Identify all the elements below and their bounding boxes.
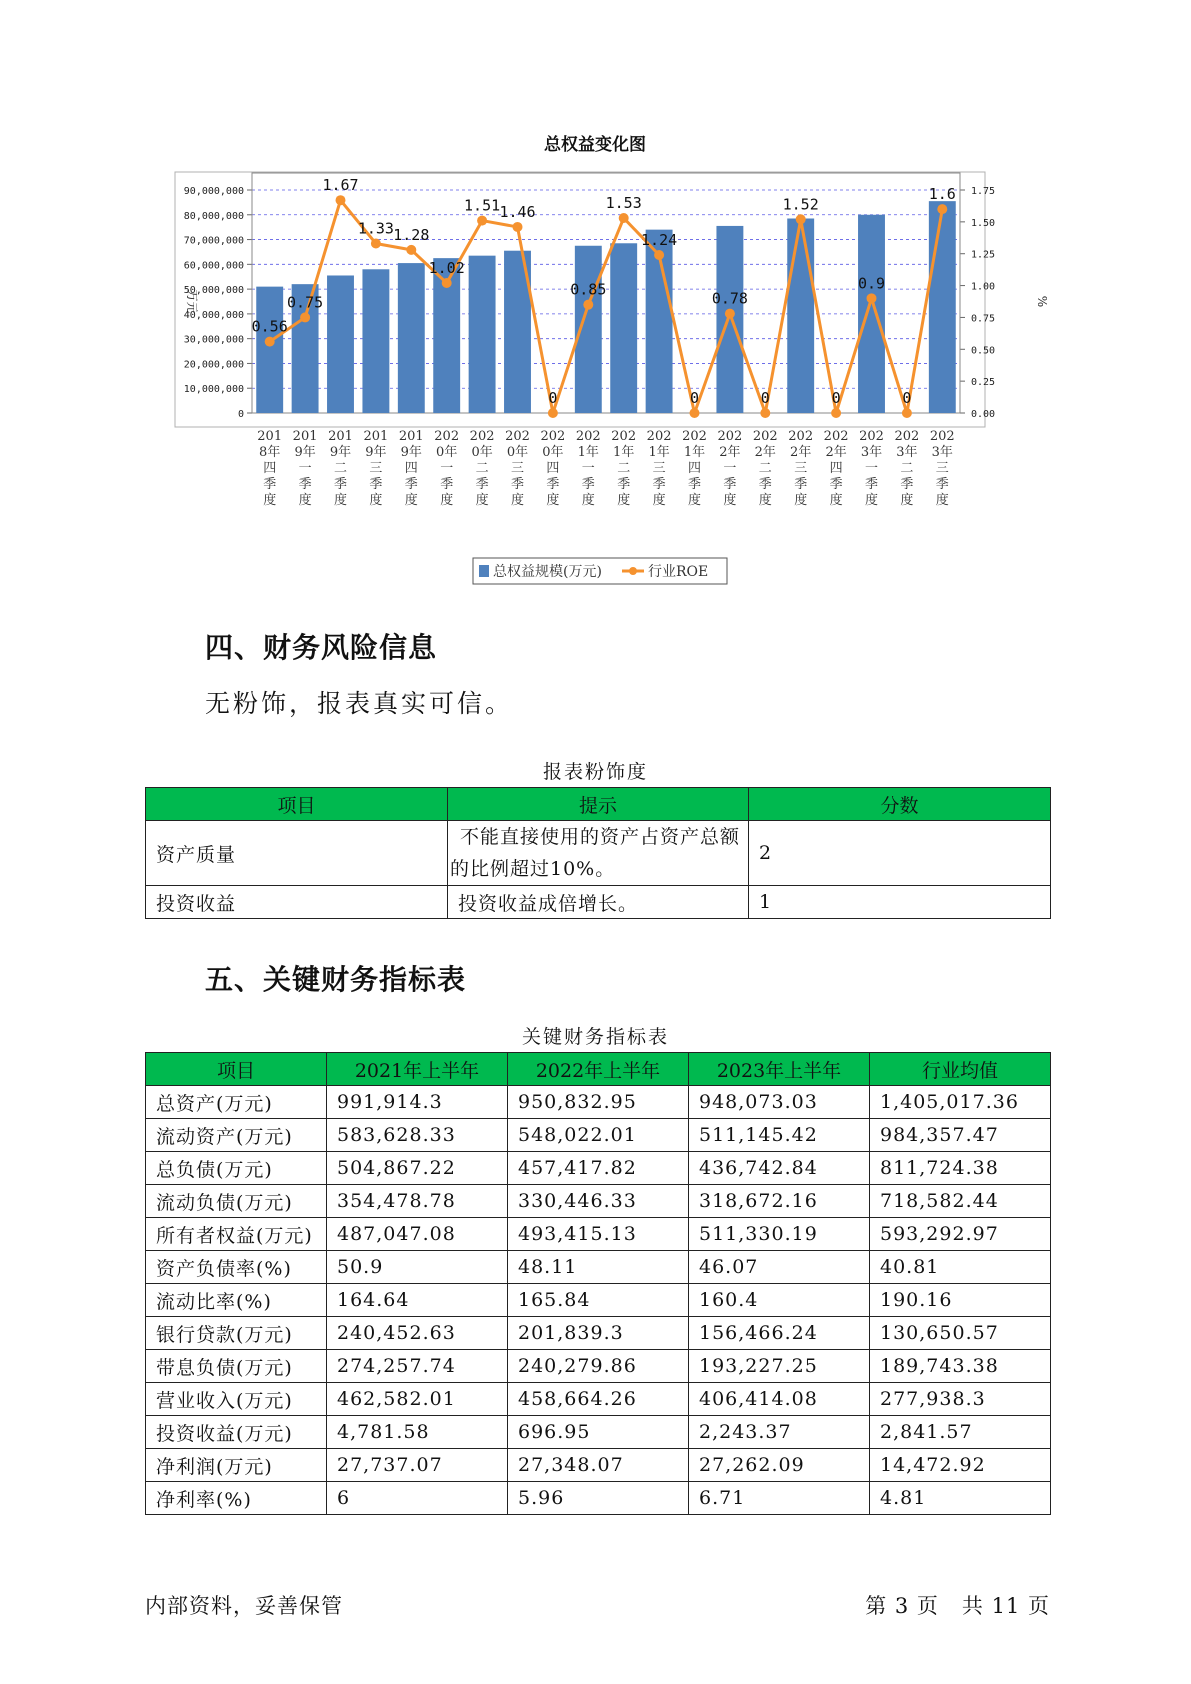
x-category-label: 201: [292, 429, 318, 444]
roe-data-label: 0.9: [857, 274, 886, 293]
header-cell: 项目: [146, 788, 448, 821]
table-row: [146, 1185, 1051, 1218]
table-cell: 318,672.16: [689, 1185, 870, 1218]
table-row: [146, 1152, 1051, 1185]
table-cell: 240,279.86: [508, 1350, 689, 1383]
y-left-tick-label: 80,000,000: [183, 210, 244, 222]
table-cell: 583,628.33: [327, 1119, 508, 1152]
table-cell: 274,257.74: [327, 1350, 508, 1383]
chart-title: 总权益变化图: [544, 135, 646, 155]
roe-data-label: 0.78: [711, 289, 748, 308]
x-category-label: 度: [758, 493, 772, 508]
x-category-label: 一: [581, 461, 595, 476]
table-cell: 流动负债(万元): [146, 1185, 327, 1218]
x-category-label: 度: [723, 493, 737, 508]
y-left-tick-label: 90,000,000: [183, 186, 244, 197]
table-cell: 银行贷款(万元): [146, 1317, 327, 1350]
roe-point: [477, 216, 487, 226]
table-row: [146, 1218, 1051, 1251]
roe-data-label: 1.28: [393, 225, 430, 244]
table-cell: 193,227.25: [689, 1350, 870, 1383]
table-cell: 718,582.44: [870, 1185, 1051, 1218]
table-cell: 354,478.78: [327, 1185, 508, 1218]
table-cell: 487,047.08: [327, 1218, 508, 1251]
y-left-tick-label: 40,000,000: [183, 309, 244, 321]
table-cell: 950,832.95: [508, 1086, 689, 1119]
header-cell: 2022年上半年: [508, 1053, 689, 1086]
bar: [858, 215, 885, 413]
x-category-label: 8年: [259, 445, 281, 460]
x-category-label: 202: [929, 429, 955, 444]
x-category-label: 1年: [613, 445, 635, 460]
x-category-label: 202: [717, 429, 743, 444]
window-dressing-table: [145, 787, 1051, 919]
table-cell: 总负债(万元): [146, 1152, 327, 1185]
roe-data-label: 1.6: [928, 185, 956, 204]
table-cell: 27,348.07: [508, 1449, 689, 1482]
table-row: [146, 1317, 1051, 1350]
table-cell: 984,357.47: [870, 1119, 1051, 1152]
roe-data-label: 1.33: [357, 219, 394, 238]
x-category-label: 202: [646, 429, 672, 444]
y-left-axis-label: 万元: [185, 289, 199, 314]
x-category-label: 季: [440, 477, 454, 492]
x-category-label: 201: [257, 429, 283, 444]
roe-data-label: 0: [831, 389, 841, 407]
table-cell: 160.4: [689, 1284, 870, 1317]
bar: [610, 243, 637, 413]
table-cell: 165.84: [508, 1284, 689, 1317]
table-row: [146, 1383, 1051, 1416]
table-header-row: [146, 788, 1051, 821]
x-category-label: 一: [440, 461, 454, 476]
roe-point: [371, 239, 381, 249]
table-row: [146, 1482, 1051, 1515]
x-category-label: 度: [369, 493, 383, 508]
x-category-label: 四: [829, 461, 843, 476]
y-right-tick-label: 0.25: [971, 377, 996, 389]
table-cell: 27,737.07: [327, 1449, 508, 1482]
y-right-tick-label: 0.50: [971, 345, 996, 357]
x-category-label: 201: [398, 429, 424, 444]
roe-point: [442, 278, 452, 288]
y-left-tick-label: 0: [237, 409, 244, 420]
x-category-label: 度: [617, 493, 631, 508]
table-cell: 1,405,017.36: [870, 1086, 1051, 1119]
x-category-label: 三: [794, 461, 808, 476]
x-category-label: 度: [298, 493, 312, 508]
x-category-label: 度: [829, 493, 843, 508]
y-left-tick-label: 20,000,000: [183, 359, 244, 371]
table-cell: 457,417.82: [508, 1152, 689, 1185]
roe-point: [336, 195, 346, 205]
roe-data-label: 0.85: [570, 280, 607, 299]
bar: [327, 275, 354, 413]
legend-line-marker: [629, 567, 637, 575]
x-category-label: 0年: [542, 445, 564, 460]
table-cell: 189,743.38: [870, 1350, 1051, 1383]
roe-data-label: 0: [760, 389, 770, 407]
table-cell: 811,724.38: [870, 1152, 1051, 1185]
table-cell: 14,472.92: [870, 1449, 1051, 1482]
y-right-tick-label: 0.00: [971, 409, 996, 420]
x-category-label: 3年: [896, 445, 918, 460]
table-row: [146, 1251, 1051, 1284]
table-cell: 不能直接使用的资产占资产总额的比例超过10%。: [448, 821, 749, 886]
x-category-label: 季: [369, 477, 383, 492]
x-category-label: 0年: [506, 445, 529, 460]
table-cell: 190.16: [870, 1284, 1051, 1317]
x-category-label: 二: [758, 461, 772, 476]
table-row: [146, 1119, 1051, 1152]
x-category-label: 度: [333, 493, 348, 508]
x-category-label: 度: [546, 493, 560, 508]
x-category-label: 季: [475, 477, 489, 492]
x-category-label: 3年: [860, 445, 883, 460]
x-category-label: 季: [652, 477, 666, 492]
x-category-label: 一: [723, 461, 737, 476]
x-category-label: 三: [510, 461, 525, 476]
table-cell: 436,742.84: [689, 1152, 870, 1185]
x-category-label: 度: [440, 493, 454, 508]
x-category-label: 季: [794, 477, 808, 492]
x-category-label: 三: [652, 461, 666, 476]
x-category-label: 2年: [719, 445, 741, 460]
x-category-label: 二: [617, 461, 631, 476]
x-category-label: 9年: [365, 445, 387, 460]
x-category-label: 9年: [400, 445, 422, 460]
x-category-label: 202: [611, 429, 637, 444]
table-cell: 330,446.33: [508, 1185, 689, 1218]
x-category-label: 度: [263, 493, 277, 508]
x-category-label: 3年: [931, 445, 953, 460]
y-left-tick-label: 30,000,000: [183, 334, 244, 346]
section4-paragraph: 无粉饰，报表真实可信。: [205, 689, 514, 718]
x-category-label: 二: [475, 461, 489, 476]
y-left-tick-label: 60,000,000: [183, 260, 244, 272]
x-category-label: 四: [546, 461, 560, 476]
x-category-label: 季: [510, 477, 525, 492]
bar: [787, 218, 814, 413]
x-category-label: 202: [788, 429, 814, 444]
roe-point: [265, 337, 275, 347]
x-category-label: 季: [404, 477, 418, 492]
roe-data-label: 1.51: [464, 196, 501, 215]
y-right-tick-label: 1.25: [971, 249, 996, 261]
legend-line-label: 行业ROE: [648, 564, 709, 580]
table-cell: 2,841.57: [870, 1416, 1051, 1449]
table-cell: 164.64: [327, 1284, 508, 1317]
table-cell: 资产负债率(%): [146, 1251, 327, 1284]
x-category-label: 度: [864, 493, 879, 508]
table-cell: 投资收益(万元): [146, 1416, 327, 1449]
header-cell: 行业均值: [870, 1053, 1051, 1086]
table-cell: 511,145.42: [689, 1119, 870, 1152]
x-category-label: 季: [298, 477, 312, 492]
table-row: [146, 1350, 1051, 1383]
roe-data-label: 0: [902, 389, 912, 407]
bar: [398, 263, 425, 413]
table-row: [146, 1416, 1051, 1449]
table-cell: 201,839.3: [508, 1317, 689, 1350]
table-cell: 4,781.58: [327, 1416, 508, 1449]
window-dressing-table-caption: 报表粉饰度: [542, 761, 648, 783]
roe-data-label: 1.53: [605, 194, 642, 213]
roe-data-label: 0: [689, 389, 700, 407]
x-category-label: 度: [652, 493, 666, 508]
x-category-label: 二: [900, 461, 914, 476]
roe-point: [583, 300, 593, 310]
x-category-label: 202: [540, 429, 566, 444]
x-category-label: 度: [475, 493, 489, 508]
header-cell: 2021年上半年: [327, 1053, 508, 1086]
x-category-label: 季: [935, 477, 949, 492]
table-cell: 投资收益成倍增长。: [448, 886, 749, 919]
x-category-label: 度: [404, 493, 418, 508]
x-category-label: 四: [687, 461, 702, 476]
roe-data-label: 1.67: [322, 176, 359, 195]
x-category-label: 季: [617, 477, 631, 492]
bar: [362, 269, 389, 413]
table-cell: 40.81: [870, 1251, 1051, 1284]
section4-heading: 四、财务风险信息: [205, 631, 438, 664]
roe-point: [654, 250, 664, 260]
table-cell: 156,466.24: [689, 1317, 870, 1350]
table-cell: 493,415.13: [508, 1218, 689, 1251]
table-cell: 27,262.09: [689, 1449, 870, 1482]
table-cell: 991,914.3: [327, 1086, 508, 1119]
x-category-label: 度: [510, 493, 525, 508]
table-cell: 48.11: [508, 1251, 689, 1284]
x-category-label: 季: [758, 477, 772, 492]
x-category-label: 9年: [294, 445, 316, 460]
x-category-label: 季: [829, 477, 843, 492]
x-category-label: 202: [894, 429, 920, 444]
table-row: [146, 1284, 1051, 1317]
x-category-label: 季: [864, 477, 879, 492]
x-category-label: 四: [263, 461, 277, 476]
x-category-label: 度: [687, 493, 702, 508]
x-category-label: 202: [823, 429, 849, 444]
x-category-label: 202: [682, 429, 707, 444]
x-category-label: 二: [333, 461, 348, 476]
table-cell: 548,022.01: [508, 1119, 689, 1152]
table-cell: 净利率(%): [146, 1482, 327, 1515]
table-cell: 投资收益: [146, 886, 448, 919]
header-cell: 2023年上半年: [689, 1053, 870, 1086]
section5-heading: 五、关键财务指标表: [205, 963, 467, 996]
x-category-label: 度: [935, 493, 949, 508]
equity-change-chart: [170, 130, 1049, 590]
roe-data-label: 0: [548, 389, 558, 407]
x-category-label: 202: [505, 429, 530, 444]
x-category-label: 201: [363, 429, 389, 444]
roe-point: [548, 408, 558, 418]
x-category-label: 三: [369, 461, 383, 476]
bar: [716, 226, 743, 413]
x-category-label: 2年: [790, 445, 812, 460]
table-cell: 总资产(万元): [146, 1086, 327, 1119]
table-cell: 240,452.63: [327, 1317, 508, 1350]
table-cell: 277,938.3: [870, 1383, 1051, 1416]
bar: [929, 201, 956, 413]
legend-bar-swatch: [479, 565, 489, 577]
table-cell: 130,650.57: [870, 1317, 1051, 1350]
table-cell: 营业收入(万元): [146, 1383, 327, 1416]
x-category-label: 季: [546, 477, 560, 492]
table-cell: 6: [327, 1482, 508, 1515]
key-indicators-table-caption: 关键财务指标表: [521, 1026, 669, 1048]
y-left-tick-label: 70,000,000: [183, 235, 244, 247]
table-cell: 带息负债(万元): [146, 1350, 327, 1383]
x-category-label: 201: [328, 429, 353, 444]
x-category-label: 度: [794, 493, 808, 508]
header-cell: 分数: [749, 788, 1051, 821]
table-cell: 458,664.26: [508, 1383, 689, 1416]
roe-point: [513, 222, 523, 232]
x-category-label: 季: [723, 477, 737, 492]
x-category-label: 一: [864, 461, 879, 476]
roe-point: [902, 408, 912, 418]
x-category-label: 季: [687, 477, 702, 492]
y-right-tick-label: 1.75: [971, 186, 996, 197]
table-row: [146, 886, 1051, 919]
roe-point: [406, 245, 416, 255]
legend-bar-label: 总权益规模(万元): [493, 564, 602, 580]
x-category-label: 9年: [329, 445, 352, 460]
x-category-label: 季: [333, 477, 348, 492]
x-category-label: 202: [752, 429, 778, 444]
table-cell: 406,414.08: [689, 1383, 870, 1416]
table-cell: 462,582.01: [327, 1383, 508, 1416]
x-category-label: 季: [900, 477, 914, 492]
table-header-row: [146, 1053, 1051, 1086]
x-category-label: 季: [263, 477, 277, 492]
y-right-tick-label: 1.00: [971, 281, 996, 293]
x-category-label: 202: [469, 429, 495, 444]
x-category-label: 季: [581, 477, 595, 492]
x-category-label: 三: [935, 461, 949, 476]
table-row: [146, 1086, 1051, 1119]
table-row: [146, 821, 1051, 886]
table-cell: 所有者权益(万元): [146, 1218, 327, 1251]
table-cell: 4.81: [870, 1482, 1051, 1515]
roe-point: [690, 408, 700, 418]
y-right-tick-label: 1.50: [971, 217, 996, 229]
table-cell: 5.96: [508, 1482, 689, 1515]
y-right-tick-label: 0.75: [971, 313, 996, 325]
key-indicators-table: [145, 1052, 1051, 1515]
y-left-tick-label: 10,000,000: [183, 384, 244, 396]
roe-point: [619, 213, 629, 223]
footer-confidential-note: 内部资料，妥善保管: [145, 1594, 343, 1618]
x-category-label: 四: [404, 461, 418, 476]
x-category-label: 0年: [436, 445, 458, 460]
roe-point: [796, 214, 806, 224]
table-cell: 6.71: [689, 1482, 870, 1515]
roe-data-label: 1.02: [428, 259, 465, 278]
table-cell: 资产质量: [146, 821, 448, 886]
roe-point: [937, 204, 947, 214]
x-category-label: 202: [575, 429, 601, 444]
x-category-label: 2年: [754, 445, 776, 460]
bar: [469, 256, 496, 413]
table-cell: 50.9: [327, 1251, 508, 1284]
table-cell: 696.95: [508, 1416, 689, 1449]
x-category-label: 2年: [825, 445, 847, 460]
x-category-label: 202: [434, 429, 460, 444]
header-cell: 项目: [146, 1053, 327, 1086]
table-cell: 2,243.37: [689, 1416, 870, 1449]
table-cell: 46.07: [689, 1251, 870, 1284]
bar: [256, 287, 283, 413]
table-cell: 593,292.97: [870, 1218, 1051, 1251]
x-category-label: 202: [859, 429, 884, 444]
table-cell: 1: [749, 886, 1051, 919]
roe-point: [867, 293, 877, 303]
header-cell: 提示: [448, 788, 749, 821]
x-category-label: 1年: [648, 445, 670, 460]
table-row: [146, 1449, 1051, 1482]
x-category-label: 0年: [471, 445, 493, 460]
y-left-tick-label: 50,000,000: [183, 285, 244, 297]
table-cell: 流动资产(万元): [146, 1119, 327, 1152]
x-category-label: 度: [581, 493, 595, 508]
roe-data-label: 0.75: [287, 293, 324, 312]
roe-data-label: 1.24: [641, 230, 678, 249]
x-category-label: 1年: [577, 445, 599, 460]
x-category-label: 度: [900, 493, 914, 508]
roe-point: [760, 408, 770, 418]
roe-point: [725, 309, 735, 319]
x-category-label: 1年: [683, 445, 706, 460]
roe-data-label: 0.56: [251, 317, 288, 336]
roe-data-label: 1.46: [499, 202, 536, 221]
y-right-axis-label: %: [1035, 295, 1049, 308]
roe-point: [831, 408, 841, 418]
roe-data-label: 1.52: [782, 195, 819, 214]
footer-page-number: 第 3 页 共 11 页: [865, 1594, 1050, 1618]
table-cell: 2: [749, 821, 1051, 886]
table-cell: 511,330.19: [689, 1218, 870, 1251]
x-category-label: 一: [298, 461, 312, 476]
table-cell: 504,867.22: [327, 1152, 508, 1185]
table-cell: 948,073.03: [689, 1086, 870, 1119]
table-cell: 净利润(万元): [146, 1449, 327, 1482]
roe-point: [300, 312, 310, 322]
table-cell: 流动比率(%): [146, 1284, 327, 1317]
